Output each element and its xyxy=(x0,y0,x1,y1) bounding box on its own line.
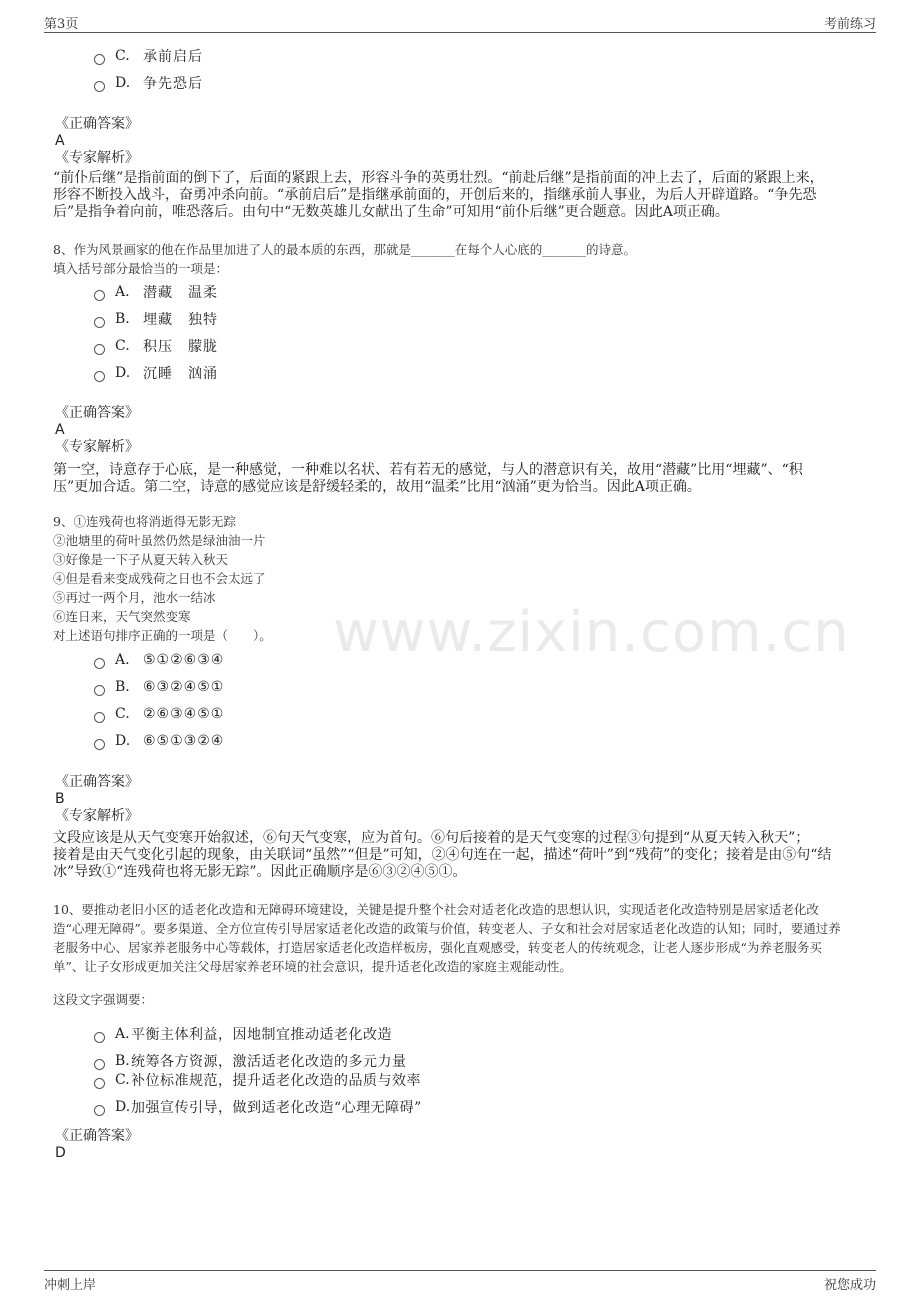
q8-analysis: 第一空，诗意存于心底，是一种感觉，一种难以名状、若有若无的感觉，与人的潜意识有关，故用“潜藏”比用“埋藏”、“积 压”更加合适。第二空，诗意的感觉应该是舒缓轻柔的，故用“温柔”比用“汹涌”更为恰当。因此A项正确。 xyxy=(53,462,803,495)
q9-answer-block xyxy=(55,774,139,825)
q10-stem: 10、要推动老旧小区的适老化改造和无障碍环境建设，关键是提升整个社会对适老化改造的思想认识，实现适老化改造特别是居家适老化改 造“心理无障碍”。要多渠道、全方位宣传引导居家适老化改造的政策与价值，转变老人、子女和社会对居家适老化改造的认知；同时，要通过养 老服务中心、居家养老服务中心等载体，打造居家适老化改造样板房，强化直观感受，转变老人的传统观念，让老人逐步形成“为养老服务买 单”、让子女形成更加关注父母居家养老环境的社会意识，提升适老化改造的家庭主观能动性。 xyxy=(53,902,841,974)
page-footer xyxy=(44,1270,876,1293)
answer-value: B xyxy=(55,791,65,807)
radio-icon[interactable] xyxy=(94,344,105,355)
watermark: www.zixin.com.cn xyxy=(333,600,850,665)
radio-icon[interactable] xyxy=(94,712,105,723)
answer-value: D xyxy=(55,1145,66,1161)
q7-answer-block xyxy=(55,116,139,167)
answer-value: A xyxy=(55,133,65,149)
q9-option-a[interactable]: A. ⑤①②⑥③④ xyxy=(94,650,224,670)
q10-option-d[interactable]: D. 加强宣传引导，做到适老化改造“心理无障碍” xyxy=(94,1097,422,1117)
radio-icon[interactable] xyxy=(94,317,105,328)
radio-icon[interactable] xyxy=(94,1032,105,1043)
q10-option-b[interactable]: B. 统筹各方资源，激活适老化改造的多元力量 xyxy=(94,1051,407,1071)
q8-option-b[interactable]: B. 埋藏 独特 xyxy=(94,309,218,329)
radio-icon[interactable] xyxy=(94,1105,105,1116)
q7-option-c[interactable]: C. 承前启后 xyxy=(94,46,203,66)
answer-label: 《正确答案》 xyxy=(55,774,139,790)
analysis-label: 《专家解析》 xyxy=(55,808,139,824)
q9-option-b[interactable]: B. ⑥③②④⑤① xyxy=(94,677,224,697)
q9-option-d[interactable]: D. ⑥⑤①③②④ xyxy=(94,731,224,751)
analysis-label: 《专家解析》 xyxy=(55,439,139,455)
q7-analysis: “前仆后继”是指前面的倒下了，后面的紧跟上去，形容斗争的英勇壮烈。“前赴后继”是指前面的冲上去了，后面的紧跟上来， 形容不断投入战斗，奋勇冲杀向前。“承前启后”是指继承前面的，开创后来的，指继承前人事业，为后人开辟道路。“争先恐 后”是指争着向前，唯恐落后。由句中“无数英雄儿女献出了生命”可知用“前仆后继”更合题意。因此A项正确。 xyxy=(53,170,824,220)
radio-icon[interactable] xyxy=(94,1078,105,1089)
q10-option-a[interactable]: A. 平衡主体利益，因地制宜推动适老化改造 xyxy=(94,1024,392,1044)
q9-option-c[interactable]: C. ②⑥③④⑤① xyxy=(94,704,224,724)
footer-right-text: 祝您成功 xyxy=(823,1277,876,1293)
answer-label: 《正确答案》 xyxy=(55,116,139,132)
q10-option-c[interactable]: C. 补位标准规范，提升适老化改造的品质与效率 xyxy=(94,1070,421,1090)
analysis-label: 《专家解析》 xyxy=(55,150,139,166)
footer-left-text: 冲刺上岸 xyxy=(44,1277,97,1293)
answer-label: 《正确答案》 xyxy=(55,1128,139,1144)
radio-icon[interactable] xyxy=(94,290,105,301)
page-header xyxy=(44,12,876,33)
q8-option-a[interactable]: A. 潜藏 温柔 xyxy=(94,282,218,302)
q10-prompt: 这段文字强调要： xyxy=(53,992,154,1007)
header-title: 考前练习 xyxy=(823,16,876,32)
answer-value: A xyxy=(55,422,65,438)
answer-label: 《正确答案》 xyxy=(55,405,139,421)
radio-icon[interactable] xyxy=(94,658,105,669)
q8-stem: 8、作为风景画家的他在作品里加进了人的最本质的东西，那就是_______在每个人心底的_______的诗意。 填入括号部分最恰当的一项是： xyxy=(53,242,636,276)
q8-answer-block xyxy=(55,405,139,456)
q9-stem: 9、①连残荷也将消逝得无影无踪 ②池塘里的荷叶虽然仍然是绿油油一片 ③好像是一下子从夏天转入秋天 ④但是看来变成残荷之日也不会太远了 ⑤再过一两个月，池水一结冰 ⑥连日来，天气突然变寒 对上述语句排序正确的一项是（ ）。 xyxy=(53,514,272,643)
radio-icon[interactable] xyxy=(94,1059,105,1070)
radio-icon[interactable] xyxy=(94,685,105,696)
page-number: 第3页 xyxy=(44,16,79,32)
radio-icon[interactable] xyxy=(94,54,105,65)
q7-option-d[interactable]: D. 争先恐后 xyxy=(94,73,203,93)
radio-icon[interactable] xyxy=(94,371,105,382)
q8-option-c[interactable]: C. 积压 朦胧 xyxy=(94,336,218,356)
q9-analysis: 文段应该是从天气变寒开始叙述，⑥句天气变寒，应为首句。⑥句后接着的是天气变寒的过程③句提到“从夏天转入秋天”； 接着是由天气变化引起的现象，由关联词“虽然”“但是”可知，②④句连在一起，描述“荷叶”到“残荷”的变化；接着是由⑤句“结 冰”导致①“连残荷也将无影无踪”。因此正确顺序是⑥③②④⑤①。 xyxy=(53,830,832,880)
q8-option-d[interactable]: D. 沉睡 汹涌 xyxy=(94,363,218,383)
radio-icon[interactable] xyxy=(94,81,105,92)
radio-icon[interactable] xyxy=(94,739,105,750)
q10-answer-block xyxy=(55,1128,139,1162)
